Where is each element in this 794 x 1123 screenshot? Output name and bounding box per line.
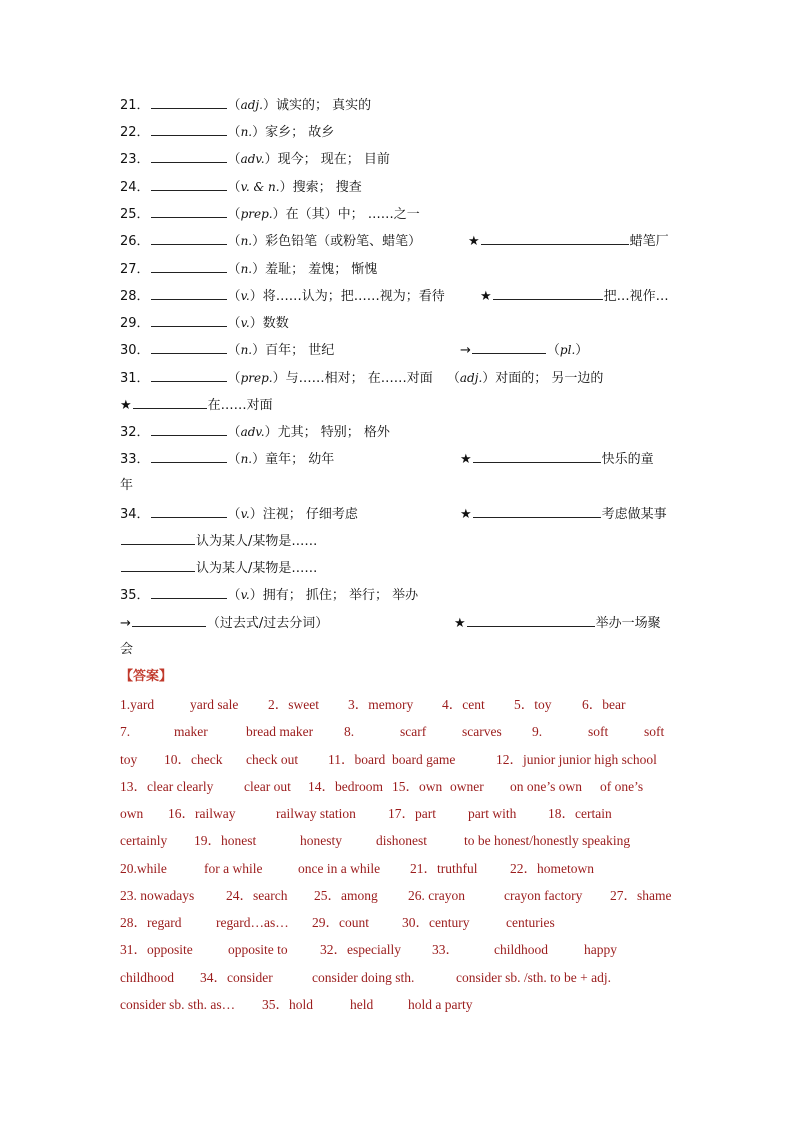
question-28-extra: ★ 把…视作… bbox=[480, 289, 669, 304]
answer-blank[interactable] bbox=[151, 123, 227, 136]
meaning: 现今； 现在； 目前 bbox=[277, 152, 390, 167]
answer-blank[interactable] bbox=[151, 178, 227, 191]
answer-blank[interactable] bbox=[151, 232, 227, 245]
meaning: 搜索； 搜查 bbox=[292, 180, 362, 195]
answer-item: consider doing sth. bbox=[312, 970, 415, 985]
star-icon: ★ bbox=[460, 452, 472, 467]
answer-item: 31．opposite bbox=[120, 942, 193, 957]
answer-item: soft bbox=[644, 724, 665, 739]
answer-item: 35．hold bbox=[262, 997, 314, 1012]
part-of-speech: adv. bbox=[240, 152, 265, 166]
star-icon: ★ bbox=[468, 234, 480, 249]
answer-item: of one’s bbox=[600, 779, 644, 794]
question-23: 23． （adv.）现今； 现在； 目前 bbox=[120, 152, 390, 167]
question-number: 28． bbox=[120, 289, 150, 304]
answer-item: to be honest/honestly speaking bbox=[464, 833, 631, 848]
answer-item: own bbox=[120, 806, 144, 821]
answer-line bbox=[120, 805, 612, 823]
answer-item: toy bbox=[120, 752, 138, 767]
meaning: 注视； 仔细考虑 bbox=[262, 507, 358, 522]
question-31: 31． （prep.）与……相对； 在……对面 （adj.）对面的； 另一边的 bbox=[120, 371, 604, 386]
answer-line bbox=[120, 778, 643, 796]
answer-item: 6．bear bbox=[582, 697, 626, 712]
answer-item: 16．railway bbox=[168, 806, 236, 821]
answer-blank[interactable] bbox=[151, 586, 227, 599]
answer-blank[interactable] bbox=[132, 614, 206, 627]
meaning: 羞耻； 羞愧； 惭愧 bbox=[265, 262, 378, 277]
answer-item: 17．part bbox=[388, 806, 436, 821]
answer-item: 14．bedroom bbox=[308, 779, 383, 794]
answer-item: 2．sweet bbox=[268, 697, 319, 712]
answer-line bbox=[120, 996, 472, 1014]
part-of-speech: adv. bbox=[240, 425, 265, 439]
question-24: 24． （v. & n.）搜索； 搜查 bbox=[120, 180, 362, 195]
question-27: 27． （n.）羞耻； 羞愧； 惭愧 bbox=[120, 262, 378, 277]
part-of-speech: n. bbox=[240, 452, 253, 466]
answer-item: childhood bbox=[494, 942, 548, 957]
part-of-speech: v. bbox=[240, 289, 250, 303]
answer-item: maker bbox=[174, 724, 208, 739]
answer-item: yard sale bbox=[190, 697, 239, 712]
answer-item: consider sb. /sth. to be + adj. bbox=[456, 970, 611, 985]
star-icon: ★ bbox=[480, 289, 492, 304]
question-35: 35． （v.）拥有； 抓住； 举行； 举办 bbox=[120, 588, 419, 603]
answer-blank[interactable] bbox=[151, 369, 227, 382]
question-number: 25． bbox=[120, 207, 150, 222]
answer-item: for a while bbox=[204, 861, 263, 876]
answer-item: owner bbox=[450, 779, 484, 794]
meaning: 尤其； 特别； 格外 bbox=[277, 425, 390, 440]
answer-item: 28．regard bbox=[120, 915, 182, 930]
answer-blank[interactable] bbox=[151, 341, 227, 354]
answer-item: 32．especially bbox=[320, 942, 401, 957]
question-34-extra: ★ 考虑做某事 bbox=[460, 507, 667, 522]
answer-item: happy bbox=[584, 942, 617, 957]
part-of-speech: n. bbox=[240, 125, 253, 139]
arrow-icon: → bbox=[120, 616, 131, 631]
question-28: 28． （v.）将……认为；把……视为；看待 bbox=[120, 289, 445, 304]
answer-item: 29．count bbox=[312, 915, 369, 930]
answer-item: consider sb. sth. as… bbox=[120, 997, 236, 1012]
answer-item: centuries bbox=[506, 915, 555, 930]
meaning: 与……相对； 在……对面 bbox=[285, 371, 433, 386]
meaning: 诚实的； 真实的 bbox=[275, 98, 372, 113]
meaning: 家乡； 故乡 bbox=[265, 125, 335, 140]
star-icon: ★ bbox=[120, 398, 132, 413]
answer-blank[interactable] bbox=[473, 450, 601, 463]
answer-line bbox=[120, 941, 617, 959]
part-of-speech: prep. bbox=[240, 371, 273, 385]
question-number: 30． bbox=[120, 343, 150, 358]
answer-blank[interactable] bbox=[151, 260, 227, 273]
part-of-speech: adj. bbox=[240, 98, 263, 112]
meaning: 在（其）中； ……之一 bbox=[285, 207, 420, 222]
part-of-speech: v. & n. bbox=[240, 180, 280, 194]
answer-blank[interactable] bbox=[121, 532, 195, 545]
question-35-extra-b: ★ 举办一场聚 bbox=[454, 616, 661, 631]
answer-item: railway station bbox=[276, 806, 356, 821]
answer-item: 10．check bbox=[164, 752, 223, 767]
answer-item: 30．century bbox=[402, 915, 470, 930]
answer-item: 4．cent bbox=[442, 697, 485, 712]
answer-line bbox=[120, 969, 611, 987]
part-of-speech: v. bbox=[240, 588, 250, 602]
meaning: 将……认为；把……视为；看待 bbox=[262, 289, 445, 304]
answer-line bbox=[120, 723, 664, 741]
question-30: 30． （n.）百年； 世纪 bbox=[120, 343, 335, 358]
answer-blank[interactable] bbox=[472, 341, 546, 354]
answer-line bbox=[120, 751, 657, 769]
answer-blank[interactable] bbox=[493, 287, 603, 300]
answer-blank[interactable] bbox=[467, 614, 595, 627]
answer-item: 3．memory bbox=[348, 697, 414, 712]
answer-item: honesty bbox=[300, 833, 342, 848]
part-of-speech: v. bbox=[240, 316, 250, 330]
answer-blank[interactable] bbox=[473, 505, 601, 518]
question-number: 21． bbox=[120, 98, 150, 113]
answer-item: childhood bbox=[120, 970, 174, 985]
question-35-extra: → （过去式/过去分词） bbox=[120, 616, 329, 631]
answer-item: 27．shame bbox=[610, 888, 672, 903]
meaning: 数数 bbox=[262, 316, 289, 331]
question-30-extra: → （pl.） bbox=[460, 343, 589, 358]
question-number: 31． bbox=[120, 371, 150, 386]
answer-item: 13．clear clearly bbox=[120, 779, 214, 794]
answer-blank[interactable] bbox=[151, 96, 227, 109]
answer-item: 34．consider bbox=[200, 970, 273, 985]
answer-blank[interactable] bbox=[151, 423, 227, 436]
answer-item: 22．hometown bbox=[510, 861, 594, 876]
question-26-extra: ★ 蜡笔厂 bbox=[468, 234, 669, 249]
answer-item: 33． bbox=[432, 942, 459, 957]
question-33: 33． （n.）童年； 幼年 bbox=[120, 452, 335, 467]
answer-item: dishonest bbox=[376, 833, 428, 848]
answer-blank[interactable] bbox=[151, 150, 227, 163]
answer-line bbox=[120, 832, 630, 850]
answer-item: 18．certain bbox=[548, 806, 612, 821]
answer-item: 24．search bbox=[226, 888, 288, 903]
star-icon: ★ bbox=[460, 507, 472, 522]
question-35-extra-cont: 会 bbox=[120, 642, 134, 657]
question-21: 21． （adj.）诚实的； 真实的 bbox=[120, 98, 372, 113]
question-number: 33． bbox=[120, 452, 150, 467]
star-icon: ★ bbox=[454, 616, 466, 631]
arrow-icon: → bbox=[460, 343, 471, 358]
question-26: 26． （n.）彩色铅笔（或粉笔、蜡笔） bbox=[120, 234, 422, 249]
question-number: 26． bbox=[120, 234, 150, 249]
question-number: 22． bbox=[120, 125, 150, 140]
question-number: 29． bbox=[120, 316, 150, 331]
answer-line bbox=[120, 696, 625, 714]
answer-item: 25．among bbox=[314, 888, 378, 903]
answer-blank[interactable] bbox=[151, 450, 227, 463]
answer-item: once in a while bbox=[298, 861, 381, 876]
part-of-speech: n. bbox=[240, 262, 253, 276]
answer-item: 5．toy bbox=[514, 697, 552, 712]
answer-item: check out bbox=[246, 752, 299, 767]
answer-item: scarves bbox=[462, 724, 502, 739]
part-of-speech: n. bbox=[240, 234, 253, 248]
question-33-extra-cont: 年 bbox=[120, 478, 134, 493]
meaning: 拥有； 抓住； 举行； 举办 bbox=[262, 588, 419, 603]
answer-item: on one’s own bbox=[510, 779, 582, 794]
answer-line bbox=[120, 860, 594, 878]
answer-item: 11．board bbox=[328, 752, 386, 767]
answer-item: 7. bbox=[120, 724, 131, 739]
answer-line bbox=[120, 914, 555, 932]
question-22: 22． （n.）家乡； 故乡 bbox=[120, 125, 335, 140]
answer-item: opposite to bbox=[228, 942, 288, 957]
part-of-speech: v. bbox=[240, 507, 250, 521]
answer-item: regard…as… bbox=[216, 915, 289, 930]
question-34-extra-3: 认为某人/某物是…… bbox=[120, 559, 317, 577]
answer-item: soft bbox=[588, 724, 609, 739]
answer-item: 20.while bbox=[120, 861, 167, 876]
answer-blank[interactable] bbox=[151, 505, 227, 518]
question-34: 34． （v.）注视； 仔细考虑 bbox=[120, 507, 358, 522]
answer-item: board game bbox=[392, 752, 456, 767]
answer-blank[interactable] bbox=[121, 559, 195, 572]
answer-item: clear out bbox=[244, 779, 291, 794]
answer-item: 23. nowadays bbox=[120, 888, 195, 903]
meaning: 彩色铅笔（或粉笔、蜡笔） bbox=[265, 234, 422, 249]
question-31-extra: ★ 在……对面 bbox=[120, 398, 273, 413]
answer-item: held bbox=[350, 997, 374, 1012]
answer-item: 9. bbox=[532, 724, 543, 739]
part-of-speech: n. bbox=[240, 343, 253, 357]
meaning: 童年； 幼年 bbox=[265, 452, 335, 467]
question-29: 29． （v.）数数 bbox=[120, 316, 289, 331]
answer-blank[interactable] bbox=[151, 287, 227, 300]
answer-item: 21．truthful bbox=[410, 861, 478, 876]
answer-title: 【答案】 bbox=[120, 669, 173, 684]
question-number: 35． bbox=[120, 588, 150, 603]
answer-item: 15．own bbox=[392, 779, 443, 794]
question-33-extra: ★ 快乐的童 bbox=[460, 452, 654, 467]
question-number: 24． bbox=[120, 180, 150, 195]
question-number: 27． bbox=[120, 262, 150, 277]
answer-item: certainly bbox=[120, 833, 168, 848]
answer-item: hold a party bbox=[408, 997, 473, 1012]
question-32: 32． （adv.）尤其； 特别； 格外 bbox=[120, 425, 390, 440]
answer-item: 19．honest bbox=[194, 833, 257, 848]
answer-line bbox=[120, 887, 672, 905]
answer-item: crayon factory bbox=[504, 888, 583, 903]
question-number: 34． bbox=[120, 507, 150, 522]
answer-item: 26. crayon bbox=[408, 888, 465, 903]
answer-blank[interactable] bbox=[151, 205, 227, 218]
meaning: 百年； 世纪 bbox=[265, 343, 335, 358]
answer-item: 12．junior junior high school bbox=[496, 752, 657, 767]
question-25: 25． （prep.）在（其）中； ……之一 bbox=[120, 207, 420, 222]
answer-item: scarf bbox=[400, 724, 427, 739]
answer-item: 1.yard bbox=[120, 697, 155, 712]
answer-item: part with bbox=[468, 806, 517, 821]
question-number: 32． bbox=[120, 425, 150, 440]
part-of-speech: prep. bbox=[240, 207, 273, 221]
question-34-extra-2: 认为某人/某物是…… bbox=[120, 532, 317, 550]
answer-blank[interactable] bbox=[481, 232, 629, 245]
answer-item: bread maker bbox=[246, 724, 314, 739]
answer-blank[interactable] bbox=[133, 396, 207, 409]
question-number: 23． bbox=[120, 152, 150, 167]
answer-blank[interactable] bbox=[151, 314, 227, 327]
answer-item: 8. bbox=[344, 724, 355, 739]
